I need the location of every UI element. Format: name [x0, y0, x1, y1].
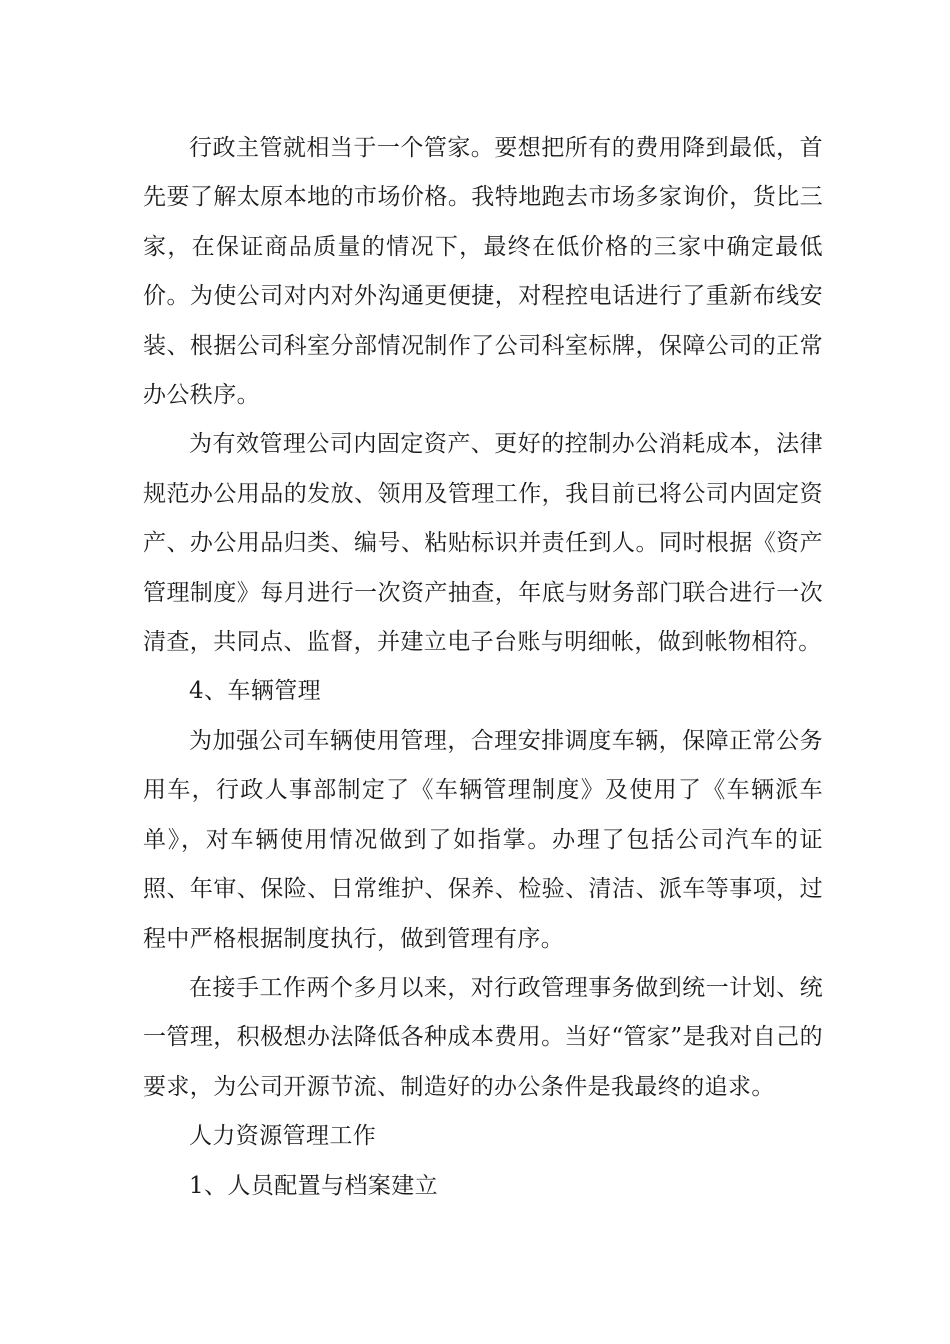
section-heading-staffing: 1、人员配置与档案建立: [189, 1172, 439, 1199]
document-body: [143, 124, 823, 1211]
paragraph-cost-control: 行政主管就相当于一个管家。要想把所有的费用降到最低，首先要了解太原本地的市场价格。我特地跑去市场多家询价，货比三家，在保证商品质量的情况下，最终在低价格的三家中确定最低价。为使公司对内对外沟通更便捷，对程控电话进行了重新布线安装、根据公司科室分部情况制作了公司科室标牌，保障公司的正常办公秩序。: [143, 135, 823, 409]
paragraph-summary: 在接手工作两个多月以来，对行政管理事务做到统一计划、统一管理，积极想办法降低各种成本费用。当好“管家”是我对自己的要求，为公司开源节流、制造好的办公条件是我最终的追求。: [143, 974, 823, 1100]
paragraph-asset-management: 为有效管理公司内固定资产、更好的控制办公消耗成本，法律规范办公用品的发放、领用及管理工作，我目前已将公司内固定资产、办公用品归类、编号、粘贴标识并责任到人。同时根据《资产管理制度》每月进行一次资产抽查，年底与财务部门联合进行一次清查，共同点、监督，并建立电子台账与明细帐，做到帐物相符。: [143, 431, 823, 656]
paragraph-vehicle-management: 为加强公司车辆使用管理，合理安排调度车辆，保障正常公务用车，行政人事部制定了《车辆管理制度》及使用了《车辆派车单》，对车辆使用情况做到了如指掌。办理了包括公司汽车的证照、年审、保险、日常维护、保养、检验、清洁、派车等事项，过程中严格根据制度执行，做到管理有序。: [143, 727, 823, 952]
section-heading-hr: 人力资源管理工作: [189, 1123, 377, 1150]
section-heading-vehicle-management: 4、车辆管理: [189, 678, 322, 705]
